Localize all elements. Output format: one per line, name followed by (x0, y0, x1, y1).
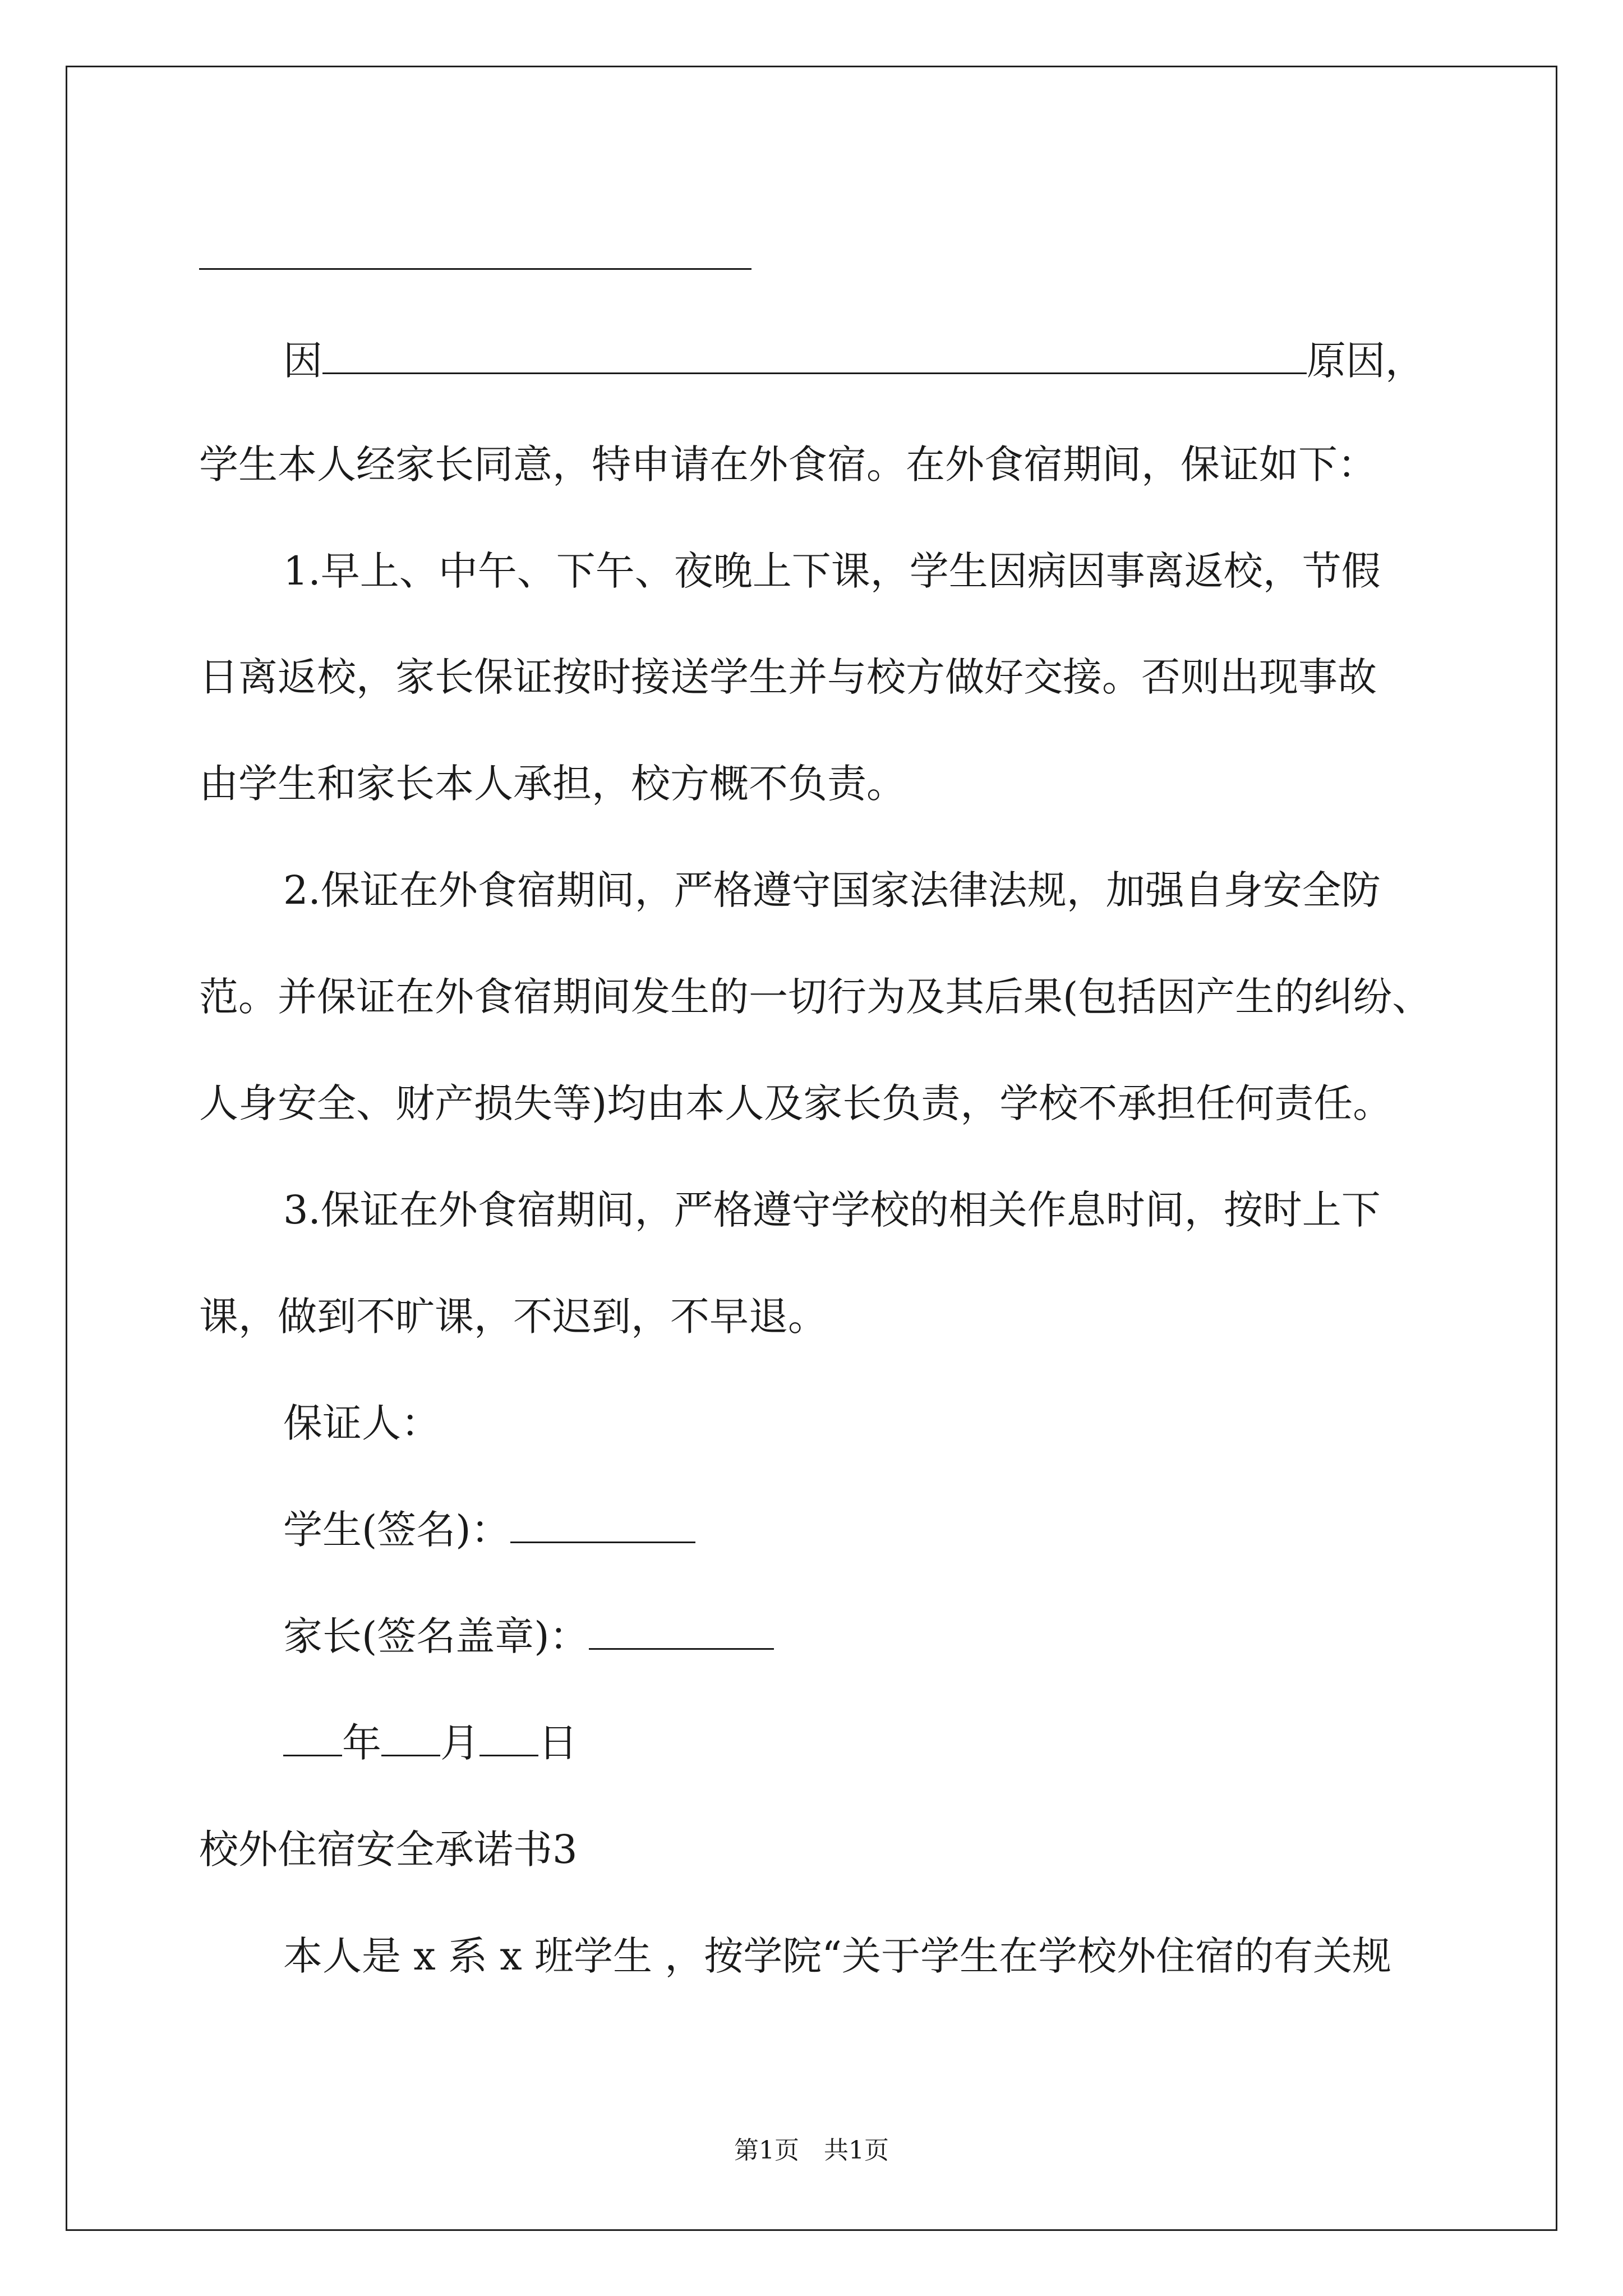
section-title: 校外住宿安全承诺书3 (199, 1826, 578, 1872)
paragraph-line: 范。并保证在外食宿期间发生的一切行为及其后果(包括因产生的纠纷、 (199, 974, 1432, 1020)
paragraph-line: 3.保证在外食宿期间，严格遵守学校的相关作息时间，按时上下 (283, 1187, 1381, 1233)
paragraph-line: 人身安全、财产损失等)均由本人及家长负责，学校不承担任何责任。 (199, 1080, 1393, 1126)
paragraph-line: 由学生和家长本人承担，校方概不负责。 (199, 761, 906, 807)
student-signature-blank[interactable] (510, 1539, 695, 1543)
student-signature-line (283, 1507, 695, 1553)
reason-blank[interactable] (322, 370, 1307, 374)
paragraph-line: 2.保证在外食宿期间，严格遵守国家法律法规，加强自身安全防 (283, 867, 1381, 913)
reason-line (283, 338, 1424, 384)
day-blank[interactable] (479, 1752, 538, 1756)
parent-signature-blank[interactable] (589, 1646, 774, 1650)
paragraph-line: 1.早上、中午、下午、夜晚上下课，学生因病因事离返校，节假 (283, 548, 1381, 594)
paragraph-line: 学生本人经家长同意，特申请在外食宿。在外食宿期间，保证如下： (199, 441, 1377, 487)
parent-signature-line (283, 1613, 774, 1659)
month-blank[interactable] (381, 1752, 440, 1756)
student-signature-label: 学生(签名)： (283, 1507, 510, 1553)
blank-line-top (199, 268, 751, 270)
paragraph-line: 日离返校，家长保证按时接送学生并与校方做好交接。否则出现事故 (199, 654, 1377, 700)
reason-suffix: 原因， (1307, 338, 1424, 384)
reason-prefix: 因 (283, 338, 322, 384)
parent-signature-label: 家长(签名盖章)： (283, 1613, 589, 1659)
date-line (283, 1720, 578, 1766)
day-label: 日 (538, 1720, 578, 1766)
year-blank[interactable] (283, 1752, 342, 1756)
month-label: 月 (440, 1720, 479, 1766)
guarantor-label: 保证人： (283, 1400, 440, 1446)
page-border (66, 66, 1557, 2231)
page-number-footer: 第1页 共1页 (734, 2136, 889, 2165)
year-label: 年 (342, 1720, 381, 1766)
paragraph-line: 本人是 x 系 x 班学生 ，按学院“关于学生在学校外住宿的有关规 (283, 1933, 1391, 1979)
paragraph-line: 课，做到不旷课，不迟到，不早退。 (199, 1294, 827, 1340)
